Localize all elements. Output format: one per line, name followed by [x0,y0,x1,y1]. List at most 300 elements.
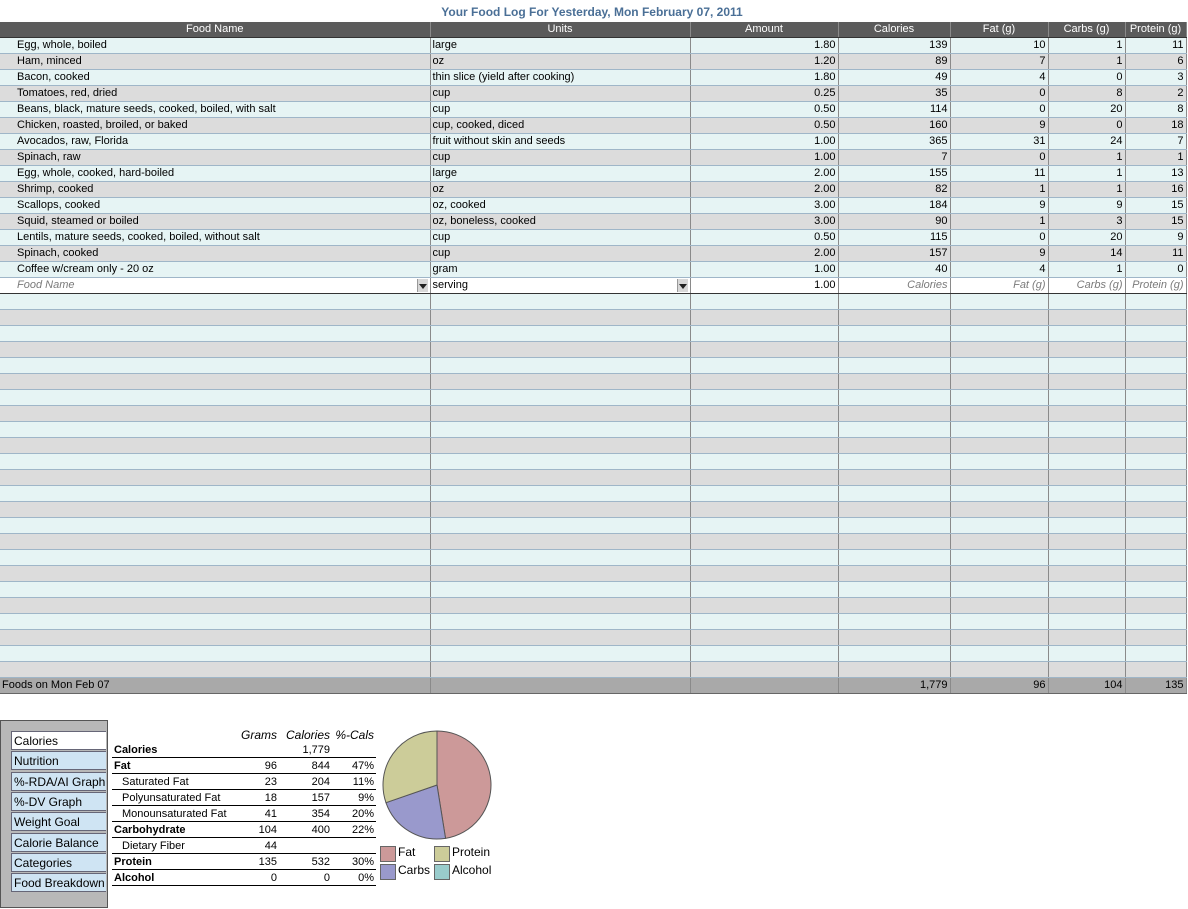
empty-cell[interactable] [838,326,950,342]
column-header-calories[interactable]: Calories [838,22,950,38]
empty-cell[interactable] [950,470,1048,486]
new-entry-row[interactable] [0,278,1186,294]
empty-row[interactable] [0,550,1186,566]
cell-carbs[interactable]: 8 [1048,86,1125,102]
cell-carbs[interactable]: 1 [1048,166,1125,182]
cell-name[interactable]: Ham, minced [0,54,430,70]
empty-row[interactable] [0,390,1186,406]
empty-cell[interactable] [950,390,1048,406]
tab-calories[interactable]: Calories [11,731,106,750]
cell-name[interactable]: Bacon, cooked [0,70,430,86]
column-header-amount[interactable]: Amount [690,22,838,38]
cell-name[interactable]: Tomatoes, red, dried [0,86,430,102]
empty-cell[interactable] [1125,598,1186,614]
empty-cell[interactable] [1125,646,1186,662]
empty-cell[interactable] [1125,534,1186,550]
empty-cell[interactable] [690,486,838,502]
cell-amount[interactable]: 1.00 [690,134,838,150]
empty-cell[interactable] [1125,406,1186,422]
units-dropdown-icon[interactable] [677,279,688,292]
cell-units[interactable]: large [430,38,690,54]
empty-cell[interactable] [838,390,950,406]
empty-cell[interactable] [1048,310,1125,326]
empty-row[interactable] [0,470,1186,486]
empty-row[interactable] [0,502,1186,518]
protein-input[interactable]: Protein (g) [1125,278,1186,294]
tab--rda-ai-graph[interactable]: %-RDA/AI Graph [11,772,106,791]
empty-cell[interactable] [950,310,1048,326]
table-row[interactable] [0,230,1186,246]
empty-cell[interactable] [0,582,430,598]
empty-cell[interactable] [690,438,838,454]
cell-amount[interactable]: 1.00 [690,150,838,166]
empty-cell[interactable] [0,486,430,502]
table-row[interactable] [0,38,1186,54]
cell-protein[interactable]: 11 [1125,38,1186,54]
empty-cell[interactable] [950,550,1048,566]
empty-cell[interactable] [838,486,950,502]
empty-cell[interactable] [950,566,1048,582]
empty-cell[interactable] [1048,390,1125,406]
cell-carbs[interactable]: 1 [1048,38,1125,54]
empty-cell[interactable] [690,310,838,326]
cell-name[interactable]: Egg, whole, cooked, hard-boiled [0,166,430,182]
units-select[interactable] [430,278,690,294]
empty-cell[interactable] [1048,470,1125,486]
empty-cell[interactable] [0,646,430,662]
empty-cell[interactable] [690,662,838,678]
cell-protein[interactable]: 0 [1125,262,1186,278]
cell-amount[interactable]: 3.00 [690,214,838,230]
empty-cell[interactable] [0,614,430,630]
empty-cell[interactable] [950,454,1048,470]
column-header-protein[interactable]: Protein (g) [1125,22,1186,38]
empty-cell[interactable] [0,566,430,582]
cell-calories[interactable]: 184 [838,198,950,214]
empty-cell[interactable] [950,614,1048,630]
empty-cell[interactable] [838,582,950,598]
empty-cell[interactable] [950,518,1048,534]
empty-cell[interactable] [1048,598,1125,614]
cell-name[interactable]: Shrimp, cooked [0,182,430,198]
empty-cell[interactable] [950,534,1048,550]
empty-cell[interactable] [430,294,690,310]
empty-cell[interactable] [838,630,950,646]
cell-name[interactable]: Scallops, cooked [0,198,430,214]
empty-cell[interactable] [1125,422,1186,438]
cell-calories[interactable]: 90 [838,214,950,230]
cell-units[interactable]: cup [430,102,690,118]
cell-calories[interactable]: 365 [838,134,950,150]
empty-cell[interactable] [1048,582,1125,598]
empty-cell[interactable] [0,310,430,326]
cell-units[interactable]: cup [430,246,690,262]
table-row[interactable] [0,70,1186,86]
empty-cell[interactable] [430,550,690,566]
table-row[interactable] [0,182,1186,198]
cell-protein[interactable]: 7 [1125,134,1186,150]
empty-cell[interactable] [1048,486,1125,502]
empty-cell[interactable] [950,486,1048,502]
empty-cell[interactable] [1048,374,1125,390]
empty-cell[interactable] [1125,438,1186,454]
cell-calories[interactable]: 89 [838,54,950,70]
cell-units[interactable]: oz, boneless, cooked [430,214,690,230]
empty-row[interactable] [0,630,1186,646]
empty-cell[interactable] [950,326,1048,342]
empty-cell[interactable] [838,374,950,390]
empty-cell[interactable] [0,326,430,342]
empty-cell[interactable] [690,422,838,438]
table-row[interactable] [0,118,1186,134]
empty-cell[interactable] [1048,502,1125,518]
empty-cell[interactable] [1048,550,1125,566]
empty-cell[interactable] [838,342,950,358]
cell-amount[interactable]: 0.50 [690,118,838,134]
empty-cell[interactable] [430,486,690,502]
empty-cell[interactable] [1125,630,1186,646]
cell-protein[interactable]: 15 [1125,214,1186,230]
cell-amount[interactable]: 0.25 [690,86,838,102]
empty-cell[interactable] [690,342,838,358]
empty-cell[interactable] [430,518,690,534]
table-row[interactable] [0,54,1186,70]
cell-name[interactable]: Spinach, raw [0,150,430,166]
empty-row[interactable] [0,614,1186,630]
cell-fat[interactable]: 0 [950,230,1048,246]
empty-cell[interactable] [838,534,950,550]
cell-carbs[interactable]: 20 [1048,102,1125,118]
empty-cell[interactable] [1048,358,1125,374]
empty-row[interactable] [0,310,1186,326]
empty-cell[interactable] [430,310,690,326]
table-row[interactable] [0,214,1186,230]
empty-row[interactable] [0,342,1186,358]
empty-cell[interactable] [0,374,430,390]
empty-cell[interactable] [950,374,1048,390]
empty-cell[interactable] [950,438,1048,454]
empty-cell[interactable] [430,326,690,342]
cell-fat[interactable]: 4 [950,262,1048,278]
cell-fat[interactable]: 9 [950,118,1048,134]
cell-amount[interactable]: 3.00 [690,198,838,214]
empty-cell[interactable] [430,406,690,422]
cell-calories[interactable]: 115 [838,230,950,246]
cell-carbs[interactable]: 9 [1048,198,1125,214]
empty-cell[interactable] [838,438,950,454]
table-row[interactable] [0,102,1186,118]
empty-row[interactable] [0,518,1186,534]
empty-row[interactable] [0,582,1186,598]
tab-weight-goal[interactable]: Weight Goal [11,812,106,831]
cell-carbs[interactable]: 0 [1048,118,1125,134]
empty-cell[interactable] [1048,614,1125,630]
cell-name[interactable]: Lentils, mature seeds, cooked, boiled, without salt [0,230,430,246]
cell-name[interactable]: Egg, whole, boiled [0,38,430,54]
empty-cell[interactable] [838,470,950,486]
empty-cell[interactable] [838,550,950,566]
cell-amount[interactable]: 2.00 [690,166,838,182]
cell-amount[interactable]: 1.80 [690,70,838,86]
cell-protein[interactable]: 13 [1125,166,1186,182]
cell-carbs[interactable]: 14 [1048,246,1125,262]
empty-cell[interactable] [950,406,1048,422]
empty-cell[interactable] [690,566,838,582]
cell-carbs[interactable]: 1 [1048,262,1125,278]
empty-cell[interactable] [690,582,838,598]
empty-cell[interactable] [430,454,690,470]
cell-carbs[interactable]: 1 [1048,182,1125,198]
empty-cell[interactable] [690,406,838,422]
empty-cell[interactable] [0,390,430,406]
empty-cell[interactable] [690,598,838,614]
empty-cell[interactable] [0,406,430,422]
empty-cell[interactable] [950,358,1048,374]
cell-protein[interactable]: 18 [1125,118,1186,134]
empty-cell[interactable] [690,518,838,534]
cell-amount[interactable]: 1.80 [690,38,838,54]
cell-amount[interactable]: 2.00 [690,182,838,198]
cell-units[interactable]: cup [430,86,690,102]
empty-cell[interactable] [430,358,690,374]
cell-fat[interactable]: 0 [950,86,1048,102]
empty-cell[interactable] [0,534,430,550]
empty-cell[interactable] [1048,294,1125,310]
empty-cell[interactable] [1125,566,1186,582]
cell-protein[interactable]: 3 [1125,70,1186,86]
empty-cell[interactable] [0,342,430,358]
cell-protein[interactable]: 8 [1125,102,1186,118]
empty-cell[interactable] [690,294,838,310]
empty-row[interactable] [0,422,1186,438]
cell-protein[interactable]: 11 [1125,246,1186,262]
fat-input[interactable]: Fat (g) [950,278,1048,294]
tab-food-breakdown[interactable]: Food Breakdown [11,873,106,892]
empty-cell[interactable] [430,342,690,358]
cell-calories[interactable]: 139 [838,38,950,54]
column-header-units[interactable]: Units [430,22,690,38]
empty-cell[interactable] [1048,438,1125,454]
empty-cell[interactable] [0,662,430,678]
empty-cell[interactable] [1125,294,1186,310]
food-name-dropdown-icon[interactable] [417,279,428,292]
cell-fat[interactable]: 4 [950,70,1048,86]
cell-fat[interactable]: 1 [950,182,1048,198]
cell-amount[interactable]: 1.00 [690,262,838,278]
empty-cell[interactable] [1048,566,1125,582]
cell-calories[interactable]: 155 [838,166,950,182]
empty-cell[interactable] [0,550,430,566]
empty-cell[interactable] [1048,454,1125,470]
cell-units[interactable]: cup [430,150,690,166]
cell-amount[interactable]: 0.50 [690,230,838,246]
empty-cell[interactable] [430,598,690,614]
cell-protein[interactable]: 2 [1125,86,1186,102]
cell-carbs[interactable]: 0 [1048,70,1125,86]
empty-cell[interactable] [1048,342,1125,358]
cell-calories[interactable]: 82 [838,182,950,198]
empty-cell[interactable] [690,358,838,374]
cell-calories[interactable]: 114 [838,102,950,118]
empty-cell[interactable] [430,502,690,518]
empty-cell[interactable] [690,470,838,486]
empty-row[interactable] [0,662,1186,678]
cell-name[interactable]: Spinach, cooked [0,246,430,262]
cell-fat[interactable]: 0 [950,102,1048,118]
cell-carbs[interactable]: 1 [1048,54,1125,70]
table-row[interactable] [0,150,1186,166]
empty-cell[interactable] [690,502,838,518]
empty-cell[interactable] [1048,518,1125,534]
empty-row[interactable] [0,374,1186,390]
empty-cell[interactable] [1125,326,1186,342]
empty-cell[interactable] [1125,470,1186,486]
cell-amount[interactable]: 0.50 [690,102,838,118]
carbs-input[interactable]: Carbs (g) [1048,278,1125,294]
cell-carbs[interactable]: 20 [1048,230,1125,246]
tab-nutrition[interactable]: Nutrition [11,751,106,770]
cell-name[interactable]: Avocados, raw, Florida [0,134,430,150]
cell-name[interactable]: Coffee w/cream only - 20 oz [0,262,430,278]
calories-input[interactable]: Calories [838,278,950,294]
empty-cell[interactable] [1125,390,1186,406]
empty-cell[interactable] [838,422,950,438]
empty-cell[interactable] [690,326,838,342]
empty-cell[interactable] [430,422,690,438]
empty-cell[interactable] [1125,358,1186,374]
empty-cell[interactable] [690,454,838,470]
cell-units[interactable]: large [430,166,690,182]
cell-name[interactable]: Chicken, roasted, broiled, or baked [0,118,430,134]
tab-categories[interactable]: Categories [11,853,106,872]
empty-cell[interactable] [838,614,950,630]
empty-cell[interactable] [838,454,950,470]
empty-cell[interactable] [430,614,690,630]
empty-cell[interactable] [1048,534,1125,550]
empty-cell[interactable] [0,422,430,438]
cell-units[interactable]: oz [430,54,690,70]
empty-row[interactable] [0,454,1186,470]
empty-cell[interactable] [1125,550,1186,566]
empty-cell[interactable] [430,534,690,550]
cell-carbs[interactable]: 1 [1048,150,1125,166]
cell-fat[interactable]: 31 [950,134,1048,150]
cell-carbs[interactable]: 24 [1048,134,1125,150]
cell-calories[interactable]: 40 [838,262,950,278]
amount-input[interactable]: 1.00 [690,278,838,294]
cell-units[interactable]: gram [430,262,690,278]
empty-cell[interactable] [430,390,690,406]
empty-cell[interactable] [1048,422,1125,438]
cell-amount[interactable]: 2.00 [690,246,838,262]
column-header-fat[interactable]: Fat (g) [950,22,1048,38]
empty-cell[interactable] [1125,310,1186,326]
empty-cell[interactable] [1048,630,1125,646]
cell-fat[interactable]: 7 [950,54,1048,70]
empty-cell[interactable] [0,454,430,470]
cell-fat[interactable]: 1 [950,214,1048,230]
table-row[interactable] [0,86,1186,102]
empty-cell[interactable] [430,630,690,646]
table-row[interactable] [0,262,1186,278]
empty-row[interactable] [0,438,1186,454]
empty-cell[interactable] [690,630,838,646]
empty-cell[interactable] [1125,454,1186,470]
column-header-food-name[interactable]: Food Name [0,22,430,38]
empty-cell[interactable] [690,390,838,406]
table-row[interactable] [0,246,1186,262]
cell-calories[interactable]: 49 [838,70,950,86]
empty-cell[interactable] [430,662,690,678]
empty-cell[interactable] [950,294,1048,310]
empty-cell[interactable] [0,358,430,374]
cell-units[interactable]: fruit without skin and seeds [430,134,690,150]
empty-cell[interactable] [950,646,1048,662]
empty-cell[interactable] [838,598,950,614]
empty-cell[interactable] [838,646,950,662]
tab--dv-graph[interactable]: %-DV Graph [11,792,106,811]
empty-cell[interactable] [430,566,690,582]
empty-cell[interactable] [690,614,838,630]
empty-row[interactable] [0,406,1186,422]
empty-cell[interactable] [838,518,950,534]
empty-cell[interactable] [838,406,950,422]
cell-protein[interactable]: 6 [1125,54,1186,70]
empty-cell[interactable] [430,646,690,662]
empty-cell[interactable] [1125,342,1186,358]
empty-cell[interactable] [838,662,950,678]
cell-protein[interactable]: 15 [1125,198,1186,214]
cell-calories[interactable]: 35 [838,86,950,102]
empty-cell[interactable] [1125,502,1186,518]
cell-fat[interactable]: 11 [950,166,1048,182]
empty-cell[interactable] [950,662,1048,678]
empty-cell[interactable] [838,358,950,374]
column-header-carbs[interactable]: Carbs (g) [1048,22,1125,38]
cell-name[interactable]: Squid, steamed or boiled [0,214,430,230]
cell-units[interactable]: thin slice (yield after cooking) [430,70,690,86]
empty-cell[interactable] [690,534,838,550]
table-row[interactable] [0,198,1186,214]
empty-cell[interactable] [1125,582,1186,598]
cell-name[interactable]: Beans, black, mature seeds, cooked, boiled, with salt [0,102,430,118]
cell-units[interactable]: cup, cooked, diced [430,118,690,134]
cell-fat[interactable]: 0 [950,150,1048,166]
empty-cell[interactable] [0,598,430,614]
empty-cell[interactable] [1125,614,1186,630]
empty-cell[interactable] [690,646,838,662]
empty-cell[interactable] [950,502,1048,518]
empty-cell[interactable] [1048,662,1125,678]
empty-cell[interactable] [1125,486,1186,502]
empty-cell[interactable] [430,582,690,598]
cell-protein[interactable]: 9 [1125,230,1186,246]
table-row[interactable] [0,134,1186,150]
empty-row[interactable] [0,294,1186,310]
empty-cell[interactable] [0,518,430,534]
empty-cell[interactable] [1125,374,1186,390]
empty-cell[interactable] [950,630,1048,646]
empty-cell[interactable] [430,470,690,486]
cell-fat[interactable]: 10 [950,38,1048,54]
empty-row[interactable] [0,358,1186,374]
tab-calorie-balance[interactable]: Calorie Balance [11,833,106,852]
empty-cell[interactable] [0,470,430,486]
empty-row[interactable] [0,326,1186,342]
empty-row[interactable] [0,566,1186,582]
empty-cell[interactable] [1048,326,1125,342]
cell-protein[interactable]: 1 [1125,150,1186,166]
